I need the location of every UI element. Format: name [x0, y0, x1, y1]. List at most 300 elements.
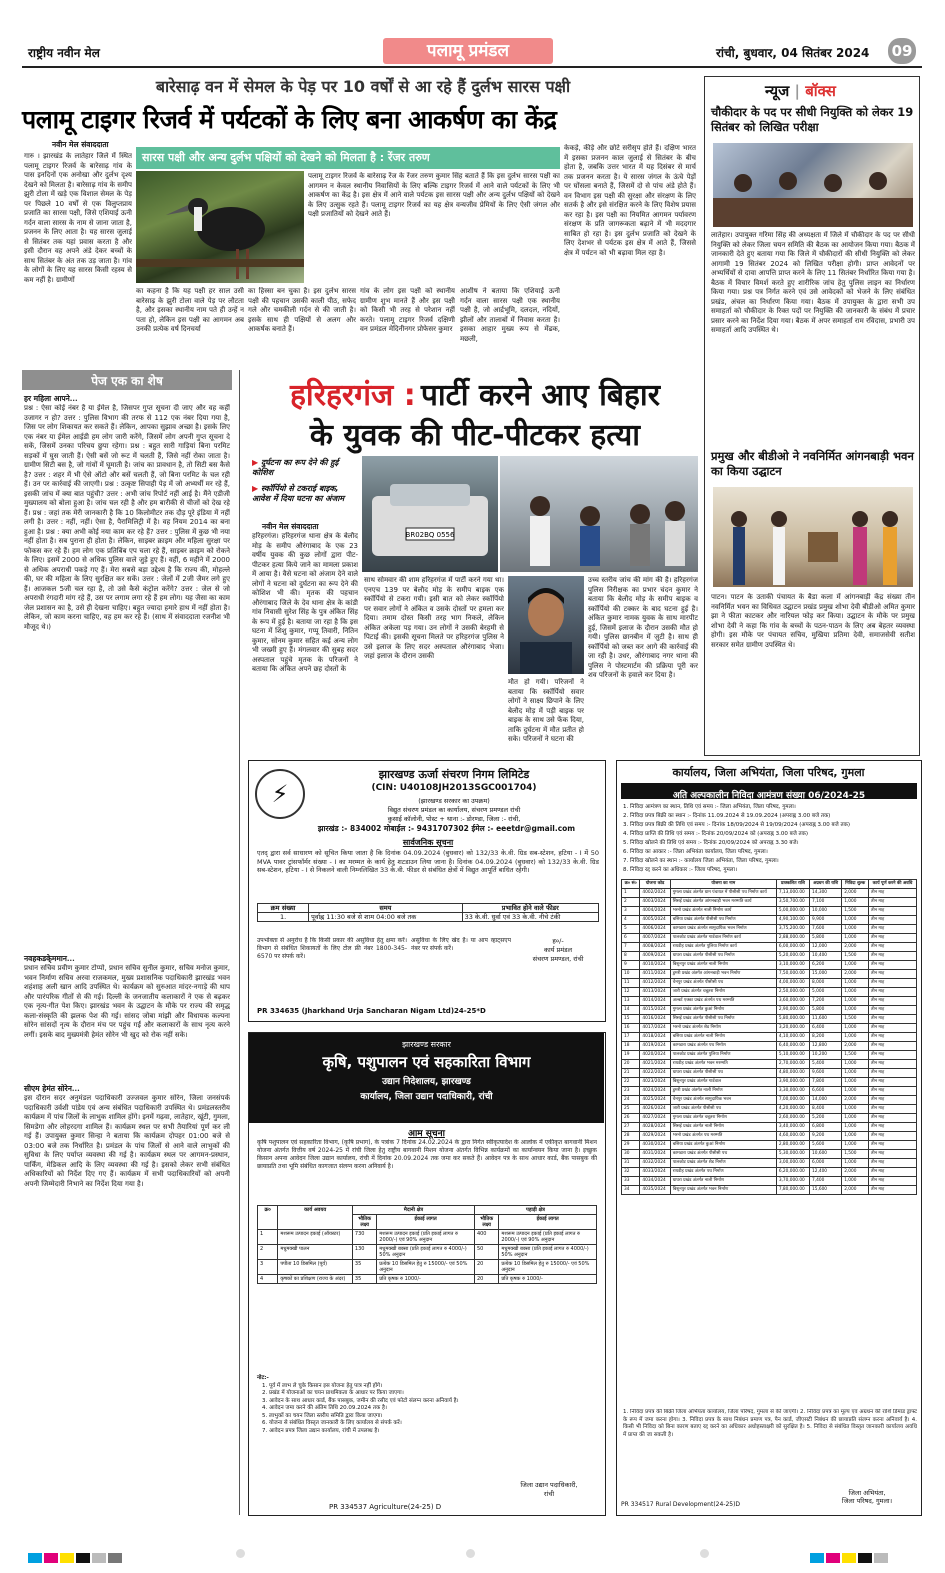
table-cell: 1,000 — [842, 979, 869, 988]
jusnl-row-feeder: 33 के.वी. धुर्वा एवं 33 के.वी. नीचे टंकी — [462, 913, 598, 922]
page-one-rest — [22, 370, 240, 1515]
jusnl-logo — [255, 769, 305, 819]
car-illustration — [362, 456, 498, 572]
table-cell: 15,600 — [810, 1186, 842, 1195]
table-cell: बिशुनपुर प्रखंड अंतर्गत गार्डवाल — [670, 1078, 776, 1087]
color-bar-left — [28, 1548, 124, 1567]
table-cell: 2,000 — [842, 1096, 869, 1105]
jusnl-address: कुसाई कॉलोनी, पोस्ट + थाना :- डोरण्डा, जिला :- रांची, — [387, 815, 521, 823]
crime-kicker: हरिहरगंज : — [290, 378, 416, 413]
table-row — [622, 997, 917, 1006]
table-cell: तीन माह — [869, 889, 917, 898]
agri-th-plain: मैदानी क्षेत्र — [352, 1206, 474, 1215]
table-cell: 7,80,000.00 — [776, 1186, 809, 1195]
table-cell: 20 — [474, 1275, 498, 1284]
table-row — [622, 943, 917, 952]
table-cell: 6,600 — [810, 1087, 842, 1096]
table-cell: 4025/2024 — [640, 1096, 670, 1105]
table-cell: 4,00,000.00 — [776, 979, 809, 988]
lead-subhead-bar — [136, 147, 560, 169]
table-cell: 2,000 — [842, 1186, 869, 1195]
table-cell: 4028/2024 — [640, 1123, 670, 1132]
table-cell: 1,000 — [842, 1060, 869, 1069]
table-cell: 5,600 — [810, 1141, 842, 1150]
table-cell: गुमला प्रखंड अंतर्गत ग्राम पंचायत में पीसीसी पथ निर्माण कार्य — [670, 889, 776, 898]
table-cell: मधुमक्खी बक्सा (प्रति इकाई लागत रु 4000/-) 50% अनुदान — [377, 1245, 475, 1260]
tender-title-bar — [621, 783, 917, 799]
color-bar-right — [810, 1548, 890, 1567]
table-cell: 3,20,000.00 — [776, 1024, 809, 1033]
table-cell: 4016/2024 — [640, 1015, 670, 1024]
table-cell: 19 — [622, 1051, 640, 1060]
table-cell: 4024/2024 — [640, 1087, 670, 1096]
crime-bullet-1: ▶ दुर्घटना का रूप देने की हुई कोशिश — [252, 458, 339, 477]
table-cell: 4003/2024 — [640, 898, 670, 907]
tender-ad — [616, 760, 922, 1516]
tender-info-line: 7. निविदा खोलने का स्थान :- कार्यालय जिला अभियंता, जिला परिषद, गुमला। — [623, 858, 779, 864]
portrait-illustration — [508, 576, 584, 674]
crime-byline: नवीन मेल संवाददाता — [262, 522, 319, 531]
news-story-2-headline: प्रमुख और बीडीओ ने नवनिर्मित आंगनबाड़ी भवन का किया उद्घाटन — [711, 449, 914, 478]
table-cell: 1 — [258, 1230, 278, 1245]
table-cell: बसिया प्रखंड अंतर्गत कुआं निर्माण — [670, 1141, 776, 1150]
registration-mark — [236, 1549, 245, 1558]
table-cell: 8,400 — [810, 1105, 842, 1114]
crime-headline — [250, 378, 700, 458]
table-cell: तीन माह — [869, 961, 917, 970]
list-item: 6. योजना से संबंधित विस्तृत जानकारी के लिए कार्यालय से संपर्क करें। — [269, 1420, 597, 1428]
table-cell: तीन माह — [869, 1042, 917, 1051]
table-cell: तीन माह — [869, 1159, 917, 1168]
table-cell: 15 — [622, 1015, 640, 1024]
agri-office: कार्यालय, जिला उद्यान पदाधिकारी, रांची — [360, 1092, 493, 1102]
table-row — [622, 1087, 917, 1096]
table-cell: 4026/2024 — [640, 1105, 670, 1114]
tender-pr-no: PR 334517 Rural Development(24-25)D — [621, 1501, 741, 1508]
table-cell: रायडीह प्रखंड अंतर्गत भवन मरम्मति — [670, 1060, 776, 1069]
inauguration-photo — [713, 487, 913, 587]
table-cell: 6,400 — [810, 1024, 842, 1033]
victim-photo — [508, 576, 584, 674]
table-cell: 4 — [622, 916, 640, 925]
table-cell: 10,000 — [810, 907, 842, 916]
table-header-cell: निविदा शुल्क — [842, 880, 869, 889]
table-cell: 4022/2024 — [640, 1069, 670, 1078]
table-cell: 10,200 — [810, 1051, 842, 1060]
table-cell: 10,400 — [810, 952, 842, 961]
tender-info-line: 5. निविदा खोलने की तिथि एवं समय :- दिनांक 20/09/2024 को अपराह्न 3.30 बजे। — [623, 840, 799, 846]
agri-th-cost-1: ईकाई लागत — [377, 1215, 475, 1230]
table-cell: 730 — [352, 1230, 376, 1245]
crime-headline-b: के युवक की पीट-पीटकर हत्या — [309, 418, 641, 453]
agri-notes — [257, 1375, 597, 1435]
table-row — [258, 1245, 597, 1260]
table-cell: 12,800 — [810, 1042, 842, 1051]
list-item: 7. आवेदन प्रपत्र जिला उद्यान कार्यालय, रांची में उपलब्ध है। — [269, 1428, 597, 1436]
table-cell: 7,400 — [810, 1177, 842, 1186]
table-row — [622, 934, 917, 943]
table-cell: 22 — [622, 1078, 640, 1087]
table-cell: 35 — [352, 1260, 376, 1275]
table-cell: 4021/2024 — [640, 1060, 670, 1069]
table-row — [622, 1105, 917, 1114]
table-row — [622, 925, 917, 934]
table-cell: 6,000 — [810, 1159, 842, 1168]
table-cell: 1,000 — [842, 1105, 869, 1114]
lead-col-7: केकड़े, कीड़े और छोटे सरीसृप होते हैं। दक्षिण भारत में इसका प्रजनन काल जुलाई से सितंबर के बीच होता है, जबकि उत्तर भारत में यह दिसंबर से मार्च तक प्रजनन करता है। ये सारस जंगल के ऊंचे पेड़ों पर घोंसला बनाते हैं, जिसमें दो से पांच अंडे होते हैं। वन विभाग इस पक्षी की सुरक्षा और संरक्षण के लिए सतर्क है और इसे संरक्षित करने के लिए विशेष प्रयास कर रहा है। इस पक्षी का नियमित आगमन पर्यावरण संरक्षण के प्रति जागरूकता बढ़ाने में भी मददगार साबित हो रहा है। इस दुर्लभ प्रजाति को देखने के लिए देशभर से पर्यटक इस क्षेत्र में आते हैं, जिससे क्षेत्र में पर्यटन को भी बढ़ावा मिल रहा है। — [564, 144, 696, 257]
registration-mark — [700, 1549, 709, 1558]
table-cell: 130 — [352, 1245, 376, 1260]
table-cell: 5,800 — [810, 934, 842, 943]
table-cell: 4,60,000.00 — [776, 1132, 809, 1141]
crime-col-2: साथ सोमवार की शाम हरिहरगंज में पार्टी करने गया था। एनएच 139 पर बेलौद मोड़ के समीप बाइक एक स्कॉर्पियो से टकरा गयी। इसी बात को लेकर स्कॉर्पियो पर सवार लोगों ने अंकित व उसके दोस्तों पर हमला कर दिया। तमाम दोस्त किसी तरह भाग निकले, लेकिन अंकित अकेला पड़ गया। उन लोगों ने उसकी बेरहमी से पिटाई की। इसकी सूचना मिलते पर हरिहरगंज पुलिस ने उसे इलाज के लिए सदर अस्पताल औरंगाबाद भेजा। जहां इलाज के दौरान उसकी — [364, 576, 504, 660]
table-cell: पालकोट प्रखंड अंतर्गत शेड निर्माण — [670, 1159, 776, 1168]
table-cell: 1 — [622, 889, 640, 898]
table-cell: 4034/2024 — [640, 1177, 670, 1186]
table-row — [622, 1114, 917, 1123]
table-cell: तीन माह — [869, 952, 917, 961]
table-cell: 2,60,000.00 — [776, 1114, 809, 1123]
table-cell: 7,600 — [810, 925, 842, 934]
table-row — [622, 1069, 917, 1078]
table-cell: 50 — [474, 1245, 498, 1260]
table-cell: तीन माह — [869, 943, 917, 952]
table-cell: 1,000 — [842, 1141, 869, 1150]
table-cell: 5,000 — [810, 988, 842, 997]
table-cell: 2,50,000.00 — [776, 988, 809, 997]
table-cell: 5,10,000.00 — [776, 1051, 809, 1060]
tender-info-line: 3. निविदा प्रपत्र बिक्री की तिथि एवं समय :- दिनांक 18/09/2024 से 19/09/2024 (अपराह्न 3.00 बजे तक) — [623, 822, 851, 828]
lead-col-4: पलामू टाइगर रिजर्व के बारेसाढ़ रेंज के रेंजर तरुण कुमार सिंह बताते हैं कि इस दुर्लभ सारस पक्षी का आगमन न केवल स्थानीय निवासियों के लिए बल्कि टाइगर रिजर्व में आने वाले पर्यटकों के लिए भी आकर्षण का केंद्र है। इस क्षेत्र में आने वाले पर्यटक इस सारस पक्षी और अन्य दुर्लभ पक्षियों को देखने के लिए उत्सुक रहते हैं। पलामू टाइगर रिजर्व का यह क्षेत्र वन्यजीव प्रेमियों के लिए ऐसी जंगल और पक्षी प्रजातियों को देखने आते हैं। — [308, 172, 560, 218]
agri-th-hill: पहाड़ी क्षेत्र — [474, 1206, 596, 1215]
list-item: 3. आवेदन के साथ आधार कार्ड, बैंक पासबुक, जमीन की रसीद एवं फोटो संलग्न करना अनिवार्य है। — [269, 1398, 597, 1406]
table-cell: मशरूम उत्पादन इकाई (प्रति इकाई लागत रु 2000/-) एवं 90% अनुदान — [377, 1230, 475, 1245]
jusnl-th-feeder: प्रभावित होने वाले फीडर — [462, 904, 598, 913]
table-row — [622, 907, 917, 916]
table-row — [622, 898, 917, 907]
table-cell: घाघरा प्रखंड अंतर्गत पीसीसी पथ निर्माण — [670, 952, 776, 961]
tender-info-line: 8. निविदा रद्द करने का अधिकार :- जिला परिषद, गुमला। — [623, 867, 738, 873]
table-row — [258, 1275, 597, 1284]
table-cell: 11,600 — [810, 1015, 842, 1024]
table-cell: तीन माह — [869, 1096, 917, 1105]
table-cell: तीन माह — [869, 997, 917, 1006]
table-cell: 27 — [622, 1123, 640, 1132]
table-cell: 400 — [474, 1230, 498, 1245]
table-cell: 2 — [622, 898, 640, 907]
table-cell: 34 — [622, 1186, 640, 1195]
lead-col-5: गांव के लोग इस पक्षी को स्थानीय ग्रामीण शुभ मानते हैं और इस पक्षी को किसी भी तरह से परेशान नहीं करते। पलामू टाइगर रिजर्व दक्षिणी वन प्रमंडल मेदिनीनगर प्रोफेसर कुमार — [360, 287, 455, 333]
agri-signature: जिला उद्यान पदाधिकारी, रांची — [520, 1481, 578, 1498]
rest-subhead-1: हर महिला आपने... — [24, 394, 78, 403]
table-cell: बिशुनपुर प्रखंड अंतर्गत नाली निर्माण — [670, 961, 776, 970]
jusnl-govt: (झारखण्ड सरकार का उपक्रम) — [418, 797, 490, 805]
jusnl-row-time: पूर्वाह्न 11:30 बजे से शाम 04:00 बजे तक — [309, 913, 462, 922]
table-cell: कृषकों का प्रशिक्षण (राज्य के अंदर) — [278, 1275, 353, 1284]
table-cell: 1,000 — [842, 1123, 869, 1132]
table-cell: 4019/2024 — [640, 1042, 670, 1051]
table-cell: 4033/2024 — [640, 1168, 670, 1177]
accident-photo — [362, 456, 498, 572]
table-cell: 29 — [622, 1141, 640, 1150]
table-row — [622, 1141, 917, 1150]
table-cell: तीन माह — [869, 898, 917, 907]
table-cell: 1,000 — [842, 916, 869, 925]
table-row — [622, 1168, 917, 1177]
table-row — [622, 1006, 917, 1015]
table-cell: 21 — [622, 1069, 640, 1078]
table-cell: 4032/2024 — [640, 1159, 670, 1168]
news-story-1-text: लातेहार। उपायुक्त गरिमा सिंह की अध्यक्षता में जिले में चौकीदार के पद पर सीधी नियुक्ति को लेकर जिला चयन समिति की बैठक का आयोजन किया गया। बैठक में जानकारी देते हुए बताया गया कि जिले में चौकीदारों की सीधी नियुक्ति को लेकर आगामी 19 सितंबर 2024 को लिखित परीक्षा होगी। प्राप्त आवेदनों पर अभ्यर्थियों से दावा आपत्ति प्राप्त करने के लिए 11 सितंबर निर्धारित किया गया है। बैठक में विचार विमर्श करते हुए शारीरिक जांच हेतु पुलिस लाइन का निर्धारण किया गया। प्रश्न पत्र निर्गत करने एवं उसे आवेदकों को भेजने के लिए संबंधित प्रखंड, अंचल का निर्धारण किया गया। बैठक में उपायुक्त के द्वारा सभी उप समाहर्ता को चौकीदार के रिक्त पदों पर नियुक्ति की जानकारी के संबंध में प्रचार प्रसार करने का निर्देश दिया गया। बैठक में अपर समाहर्ता राम रविदास, प्रभारी उप समाहर्ता आदि उपस्थित थे। — [711, 231, 915, 334]
table-cell: 5,200 — [810, 1114, 842, 1123]
jusnl-office: विद्युत संचरण प्रमंडल का कार्यालय, संचरण प्रमण्डल रांची — [387, 806, 521, 814]
table-cell: 24 — [622, 1096, 640, 1105]
table-cell: 10 — [622, 970, 640, 979]
table-row — [622, 1132, 917, 1141]
table-cell: गुमला प्रखंड अंतर्गत चबूतरा निर्माण — [670, 1114, 776, 1123]
table-cell: 1,500 — [842, 1150, 869, 1159]
table-cell: तीन माह — [869, 1168, 917, 1177]
table-cell: 9,200 — [810, 1132, 842, 1141]
table-cell: कामडारा प्रखंड अंतर्गत पीसीसी पथ — [670, 1150, 776, 1159]
table-cell: 4 — [258, 1275, 278, 1284]
table-cell: तीन माह — [869, 970, 917, 979]
table-cell: 3,60,000.00 — [776, 997, 809, 1006]
table-cell: 4012/2024 — [640, 979, 670, 988]
lead-col-1: गारु । झारखंड के लातेहार जिले में स्थित पलामू टाइगर रिजर्व के बारेसाढ़ गांव के पास इनदिनों एक अनोखा और दुर्लभ दृश्य देखने को मिलता है। बारेसाढ़ गांव के समीप झुरी टोला में खड़े एक विशाल सेमल के पेड़ पर पिछले 10 वर्षों से एक विलुप्तप्राय प्रजाति का सारस पक्षी, जिसे एशियाई ऊनी गर्दन वाला सारस के नाम से जाना जाता है, प्रजनन के लिए आता है। यह सारस जुलाई से सितंबर तक यहां प्रवास करता है और इसी दौरान वह अपने अंडे देकर बच्चों के साथ सितंबर के अंत तक उड़ जाता है। गांव के लोगों के लिए यह सारस किसी रहस्य से कम नहीं है। ग्रामीणों — [24, 152, 132, 284]
table-cell: 1,000 — [842, 898, 869, 907]
table-cell: मधुमक्खी पालन — [278, 1245, 353, 1260]
crowd-photo — [500, 456, 698, 572]
table-cell: मशरूम उत्पादन इकाई (ऑयस्टर) — [278, 1230, 353, 1245]
tender-info-line: 1. निविदा आमंत्रण का स्थान, तिथि एवं समय :- जिला अभियंता, जिला परिषद, गुमला। — [623, 804, 796, 810]
table-row — [622, 1051, 917, 1060]
table-cell: डुमरी प्रखंड अंतर्गत आंगनबाड़ी भवन निर्माण — [670, 970, 776, 979]
table-cell: 4031/2024 — [640, 1150, 670, 1159]
table-row — [622, 1123, 917, 1132]
table-cell: 2,000 — [842, 889, 869, 898]
rest-subhead-2: नवहकडके्ममान... — [24, 954, 75, 963]
table-cell: 2,000 — [842, 1042, 869, 1051]
agri-rows — [258, 1230, 597, 1284]
table-cell: 1,000 — [842, 925, 869, 934]
table-cell: तीन माह — [869, 1033, 917, 1042]
page-one-rest-header: पेज एक का शेष — [22, 370, 232, 390]
table-header-cell: कार्य पूर्ण करने की अवधि — [869, 880, 917, 889]
table-cell: 1,000 — [842, 1087, 869, 1096]
table-cell: घाघरा प्रखंड अंतर्गत नाली निर्माण — [670, 1177, 776, 1186]
table-cell: तीन माह — [869, 1105, 917, 1114]
table-cell: 1,000 — [842, 1159, 869, 1168]
agri-th-item: कार्य अवयव — [278, 1206, 353, 1230]
table-cell: 7,100 — [810, 898, 842, 907]
agri-th-cost-2: ईकाई लागत — [499, 1215, 597, 1230]
jusnl-table — [257, 903, 599, 922]
table-cell: प्रत्येक 10 डिसमिल हेतु रु 15000/- एवं 50% अनुदान — [499, 1260, 597, 1275]
lead-kicker: बारेसाढ़ वन में सेमल के पेड़ पर 10 वर्षों से आ रहे हैं दुर्लभ सारस पक्षी — [155, 77, 571, 96]
table-cell: 2,000 — [842, 970, 869, 979]
table-row — [622, 1177, 917, 1186]
table-cell: 4005/2024 — [640, 916, 670, 925]
agri-notes-list — [257, 1383, 597, 1436]
inauguration-illustration — [713, 487, 913, 587]
table-cell: चैनपुर प्रखंड अंतर्गत पीसीसी पथ — [670, 979, 776, 988]
lead-col-3: का हिस्सा बन चुका है। इस दुर्लभ सारस पक्षी की पहचान उसकी काली पीठ, सफेद गले और चमकीली गर्दन से की जाती है। इसके साथ ही पक्षियों से अलग और आकर्षक बनाते हैं। — [248, 287, 356, 333]
bird-photo — [136, 171, 304, 283]
table-cell: 11 — [622, 979, 640, 988]
table-cell: 4023/2024 — [640, 1078, 670, 1087]
agri-header — [249, 1033, 604, 1123]
rest-text-1: प्रश्न : ऐसा कोई नंबर है या ईमेल है, जिसपर गुप्त सूचना दी जाए और वह कहीं उजागर न हो? उत्तर : पुलिस विभाग की तरफ से 112 एक नंबर दिया गया है, जिस पर लोग शिकायत कर सकते हैं। लेकिन, आपका सुझाव अच्छा है। इसके लिए एक नंबर या ईमेल आईडी हम लोग जारी करेंगे, जिसमें लोग अपनी गुप्त सूचना दे सकें, जिसमें उनका परिचय छुपा रहेगा। प्रश्न : बहुत सारी गाड़ियां बिना परमिट सड़कों में घुस जाती हैं। ऐसी बसें जो रूट में चलती हैं, जिसे नहीं रोका जाता है। ग्रामीण सिटी बस है, जो गांवों में घूमाती है। जांच का प्रावधान है, तो सिटी बस कैसे है? उत्तर : शहर में भी ऐसे ऑटो और बसें चलती हैं, जो बिना परमिट के चल रही हैं। उन पर कार्रवाई की जाएगी। प्रश्न : उत्कृष्ट सिपाही पेड़ में जो अभ्यर्थी मर रहे हैं, इसकी जांच में क्या बात पहुंची? उत्तर : अभी जांच रिपोर्ट नहीं आई है। मैंने एडीजी मुख्यालय को बोला हुआ है। जांच चल रही है और हम बारीकी से चीजों को देख रहे हैं। प्रश्न : जहां तक मेरी जानकारी है कि 10 किलोमीटर तक दौड़ पूरे इंडिया में नहीं लगी है। उत्तर : नहीं, नहीं। ऐसा है, पैरामिलिट्री में है। वह नियम 2014 का बना हुआ है। प्रश्न : क्या अभी कोई नया काम कर रहे हैं? उत्तर : पुलिस में कुछ भी नया नहीं होता है। सब पुराना ही होता है। लेकिन, साइबर क्राइम और महिला सुरक्षा पर फोकस कर रहे हैं। हम लोग एक प्रतिबिंब एप चला रहे हैं, साइबर क्राइम को रोकने के लिए। इसमें 2000 से अधिक पुलिस वाले जुड़े हुए हैं। वहीं, 6 महीने में 2000 से अधिक अपराधी पकड़े गए हैं। मेरा सबसे बड़ा उद्देश्य है कि राज्य की, मोहल्ले की, घर की महिला के लिए सुरक्षित कर सकें। उत्तर : जेलों में 2जी जैमर लगे हुए हैं। आजकल 5जी चल रहा है, तो उसे कैसे कंट्रोल करेंगे? उत्तर : जेल से जो अपराधी रंगदारी मांग रहे हैं, उस पर लगाम लगा रहे हैं हम लोग। यह जैसा का काम जेल प्रशासन का है, उसे ही देखना चाहिए। बहुत ज्यादा हमारे हाथ में नहीं होता है। लेकिन, जो काम करना चाहिए, वह हम कर रहे हैं। (साथ में संवाददाता रजनीश भी मौजूद थे।) — [24, 404, 230, 631]
agri-govt: झारखण्ड सरकार — [402, 1040, 451, 1049]
table-cell: 1,000 — [842, 1078, 869, 1087]
table-cell: 6,200 — [810, 961, 842, 970]
table-cell: तीन माह — [869, 1051, 917, 1060]
table-cell: 8,200 — [810, 1033, 842, 1042]
table-cell: डुमरी प्रखंड अंतर्गत नाली निर्माण — [670, 1087, 776, 1096]
news-story-2-text: पाटन। पाटन के उताकी पंचायत के बैडा कला में आंगनबाड़ी केंद्र संख्या तीन नवनिर्मित भवन का विधिवत उद्घाटन प्रखंड प्रमुख शोभा देवी बीडीओ अमित कुमार झा ने फीता काटकर और नारियल फोड़ कर किया। उद्घाटन के मौके पर प्रमुख शोभा देवी ने कहा कि गांव के बच्चों के पठन-पाठन के लिए अब बेहतर व्यवस्था होगी। इस मौके पर पंचायत सचिव, मुखिया प्रतिमा देवी, समाजसेवी सतीश सरकार समेत ग्रामीण उपस्थित थे। — [711, 593, 915, 649]
meeting-photo — [713, 143, 913, 227]
table-cell: जारी प्रखंड अंतर्गत पीसीसी पथ — [670, 1105, 776, 1114]
table-cell: तीन माह — [869, 925, 917, 934]
table-cell: 5,80,000.00 — [776, 1015, 809, 1024]
table-cell: 5,00,000.00 — [776, 907, 809, 916]
table-row — [622, 979, 917, 988]
lead-col-2: का कहना है कि यह पक्षी हर साल उसी बारेसाढ़ के झुरी टोला वाले पेड़ पर लौटता है, और इसका स्थानीय नाम पते ही उन्हें न पता हो, लेकिन इस पक्षी का आगमन अब उनकी प्रत्येक वर्ष दिनचर्या — [136, 287, 244, 333]
table-cell: तीन माह — [869, 934, 917, 943]
table-cell: 4006/2024 — [640, 925, 670, 934]
table-cell: सिसई प्रखंड अंतर्गत नाली निर्माण — [670, 1123, 776, 1132]
table-cell: 3,30,000.00 — [776, 1087, 809, 1096]
table-cell: 4,80,000.00 — [776, 1069, 809, 1078]
table-cell: 7,800 — [810, 1078, 842, 1087]
tender-title: अति अल्पकालीन निविदा आमंत्रण संख्या 06/2024-25 — [672, 791, 866, 801]
table-cell: 1,500 — [842, 952, 869, 961]
table-cell: कामडारा प्रखंड अंतर्गत सामुदायिक भवन निर्माण — [670, 925, 776, 934]
table-cell: 4014/2024 — [640, 997, 670, 1006]
lead-headline: पलामू टाइगर रिजर्व में पर्यटकों के लिए बना आकर्षण का केंद्र — [22, 105, 557, 134]
table-row — [622, 970, 917, 979]
table-cell: 2,90,000.00 — [776, 1006, 809, 1015]
agri-ad — [248, 1032, 606, 1516]
table-cell: 15,000 — [810, 970, 842, 979]
table-cell: 1,000 — [842, 1132, 869, 1141]
masthead — [0, 0, 945, 70]
table-cell: सिसई प्रखंड अंतर्गत पीसीसी पथ निर्माण — [670, 1015, 776, 1024]
table-cell: 5,30,000.00 — [776, 1150, 809, 1159]
table-cell: रायडीह प्रखंड अंतर्गत पुलिया निर्माण कार्य — [670, 943, 776, 952]
table-cell: 4,90,100.00 — [776, 916, 809, 925]
table-row — [622, 1159, 917, 1168]
table-cell: 3 — [258, 1260, 278, 1275]
crime-col-4: उच्च स्तरीय जांच की मांग की है। हरिहरगंज पुलिस निरीक्षक का प्रभार चंदन कुमार ने बताया कि बेलौद मोड़ के समीप बाइक व स्कॉर्पियो की टक्कर के बाद घटना हुई है। अंकित कुमार नामक युवक के साथ मारपीट हुई, जिसमें इलाज के दौरान उसकी मौत हो गयी। पुलिस छानबीन में जुटी है। साथ ही स्कॉर्पियो को जब्त कर आगे की कार्रवाई की जा रही है। उधर, औरंगाबाद नगर थाना की पुलिस ने पोस्टमार्टम की प्रक्रिया पूरी कर शव परिजनों के हवाले कर दिया है। — [588, 576, 698, 679]
table-cell: 5 — [622, 925, 640, 934]
table-cell: तीन माह — [869, 1186, 917, 1195]
jusnl-company: झारखण्ड ऊर्जा संचरण निगम लिमिटेड — [378, 768, 530, 781]
table-cell: 9,900 — [810, 916, 842, 925]
jusnl-ad — [248, 760, 606, 1022]
lead-col-6: आशीष ने बताया कि एशियाई ऊनी गर्दन वाला सारस पक्षी एक स्थानीय पक्षी है, जो आर्द्रभूमि, दलदल, नदियों, झीलों और तालाबों में निवास करता है। इसका आहार मुख्य रूप से मेंढक, मछली, — [460, 287, 560, 343]
table-cell: 8 — [622, 952, 640, 961]
table-cell: तीन माह — [869, 1132, 917, 1141]
table-row — [622, 1150, 917, 1159]
table-cell: 4007/2024 — [640, 934, 670, 943]
table-row — [622, 961, 917, 970]
tender-info-line: 6. निविदा का आकार :- जिला अभियंता कार्यालय, जिला परिषद, गुमला। — [623, 849, 768, 855]
table-cell: तीन माह — [869, 1087, 917, 1096]
table-row — [622, 889, 917, 898]
table-cell: प्रति कृषक रु 1000/- — [499, 1275, 597, 1284]
tender-info-lines — [623, 803, 917, 875]
table-cell: 18 — [622, 1042, 640, 1051]
table-cell: 2,88,000.00 — [776, 934, 809, 943]
masthead-rule — [22, 66, 922, 68]
table-cell: 1,000 — [842, 1114, 869, 1123]
table-row — [622, 1024, 917, 1033]
table-row — [622, 1060, 917, 1069]
table-cell: तीन माह — [869, 1150, 917, 1159]
number-plate: BR02BQ 0556 — [405, 531, 455, 539]
tender-info-line: 4. निविदा प्राप्ति की तिथि एवं समय :- दिनांक 20/09/2024 को (अपराह्न 3.00 बजे तक) — [623, 831, 809, 837]
meeting-illustration — [713, 143, 913, 227]
crime-col-1: हरिहरगंज। हरिहरगंज थाना क्षेत्र के बेलौद मोड़ के समीप औरंगाबाद के एक 23 वर्षीय युवक की कुछ लोगों द्वारा पीट-पीटकर हत्या किये जाने का मामला प्रकाश में आया है। वैसे घटना को अंजाम देने वाले लोगों ने घटना को दुर्घटना का रूप देने की कोशिश भी की। मृतक की पहचान औरंगाबाद जिले के देव थाना क्षेत्र के कांडी गांव निवासी सुरेश सिंह के पुत्र अंकित सिंह के रूप में हुई है। बताया जा रहा है कि इस घटना में शिशु कुमार, गप्पू तिवारी, नितिन कुमार, सोनम कुमार सहित कई अन्य लोग भी जख्मी हुए हैं। मंगलवार की सुबह सदर अस्पताल पहुंचे मृतक के परिजनों ने बताया कि अंकित अपने छह दोस्तों के — [252, 532, 358, 673]
table-cell: बिशुनपुर प्रखंड अंतर्गत भवन निर्माण — [670, 1186, 776, 1195]
jusnl-phone: झारखंड :- 834002 मोबाईल :- 9431707302 ईमेल :- eeetdr@gmail.com — [317, 824, 576, 833]
agri-dept: कृषि, पशुपालन एवं सहकारिता विभाग — [322, 1053, 531, 1071]
table-cell: बसिया प्रखंड अंतर्गत नाली निर्माण — [670, 1033, 776, 1042]
table-cell: 16 — [622, 1024, 640, 1033]
table-cell: 3 — [622, 907, 640, 916]
table-header-cell: योजना कोड — [640, 880, 670, 889]
table-cell: 28 — [622, 1132, 640, 1141]
list-item: 4. आवेदन जमा करने की अंतिम तिथि 20.09.2024 तक है। — [269, 1405, 597, 1413]
tender-info-line: 2. निविदा प्रपत्र बिक्री का स्थान :- दिनांक 11.09.2024 से 19.09.2024 (अपराह्न 3.00 बजे तक) — [623, 813, 831, 819]
table-cell: 33 — [622, 1177, 640, 1186]
list-item: 2. प्रखंड में योजनाओं का चयन प्राथमिकता के आधार पर किया जाएगा। — [269, 1390, 597, 1398]
table-cell: 1,000 — [842, 1177, 869, 1186]
news-box-label: न्यूज | बॉक्स — [765, 82, 836, 100]
table-cell: 3,50,700.00 — [776, 898, 809, 907]
table-cell: तीन माह — [869, 1015, 917, 1024]
table-cell: 17 — [622, 1033, 640, 1042]
jusnl-pr-no: PR 334635 (Jharkhand Urja Sancharan Nigam Ltd)24-25*D — [257, 1007, 486, 1015]
bolt-icon: ⚡ — [271, 780, 289, 808]
table-cell: प्रति कृषक रु 1000/- — [377, 1275, 475, 1284]
lead-byline: नवीन मेल संवाददाता — [52, 140, 109, 149]
agri-table — [257, 1205, 597, 1284]
table-cell: भरनो प्रखंड अंतर्गत शेड निर्माण — [670, 1024, 776, 1033]
table-cell: 14 — [622, 1006, 640, 1015]
jusnl-notice-title: सार्वजनिक सूचना — [402, 838, 454, 847]
table-cell: 1,000 — [842, 1069, 869, 1078]
table-cell: भरनो प्रखंड अंतर्गत नाली निर्माण कार्य — [670, 907, 776, 916]
table-cell: तीन माह — [869, 1060, 917, 1069]
table-cell: चैनपुर प्रखंड अंतर्गत सामुदायिक भवन — [670, 1096, 776, 1105]
table-cell: तीन माह — [869, 1069, 917, 1078]
table-cell: 4011/2024 — [640, 970, 670, 979]
table-cell: 7 — [622, 943, 640, 952]
table-header-cell: योजना का नाम — [670, 880, 776, 889]
table-cell: 30 — [622, 1150, 640, 1159]
table-row — [622, 1078, 917, 1087]
table-cell: 6,20,000.00 — [776, 1168, 809, 1177]
table-cell: 1,000 — [842, 1033, 869, 1042]
table-cell: 1,500 — [842, 1051, 869, 1060]
table-cell: बसिया प्रखंड अंतर्गत पीसीसी पथ निर्माण — [670, 916, 776, 925]
table-cell: 3,40,000.00 — [776, 1123, 809, 1132]
table-row — [622, 1186, 917, 1195]
table-cell: 4027/2024 — [640, 1114, 670, 1123]
